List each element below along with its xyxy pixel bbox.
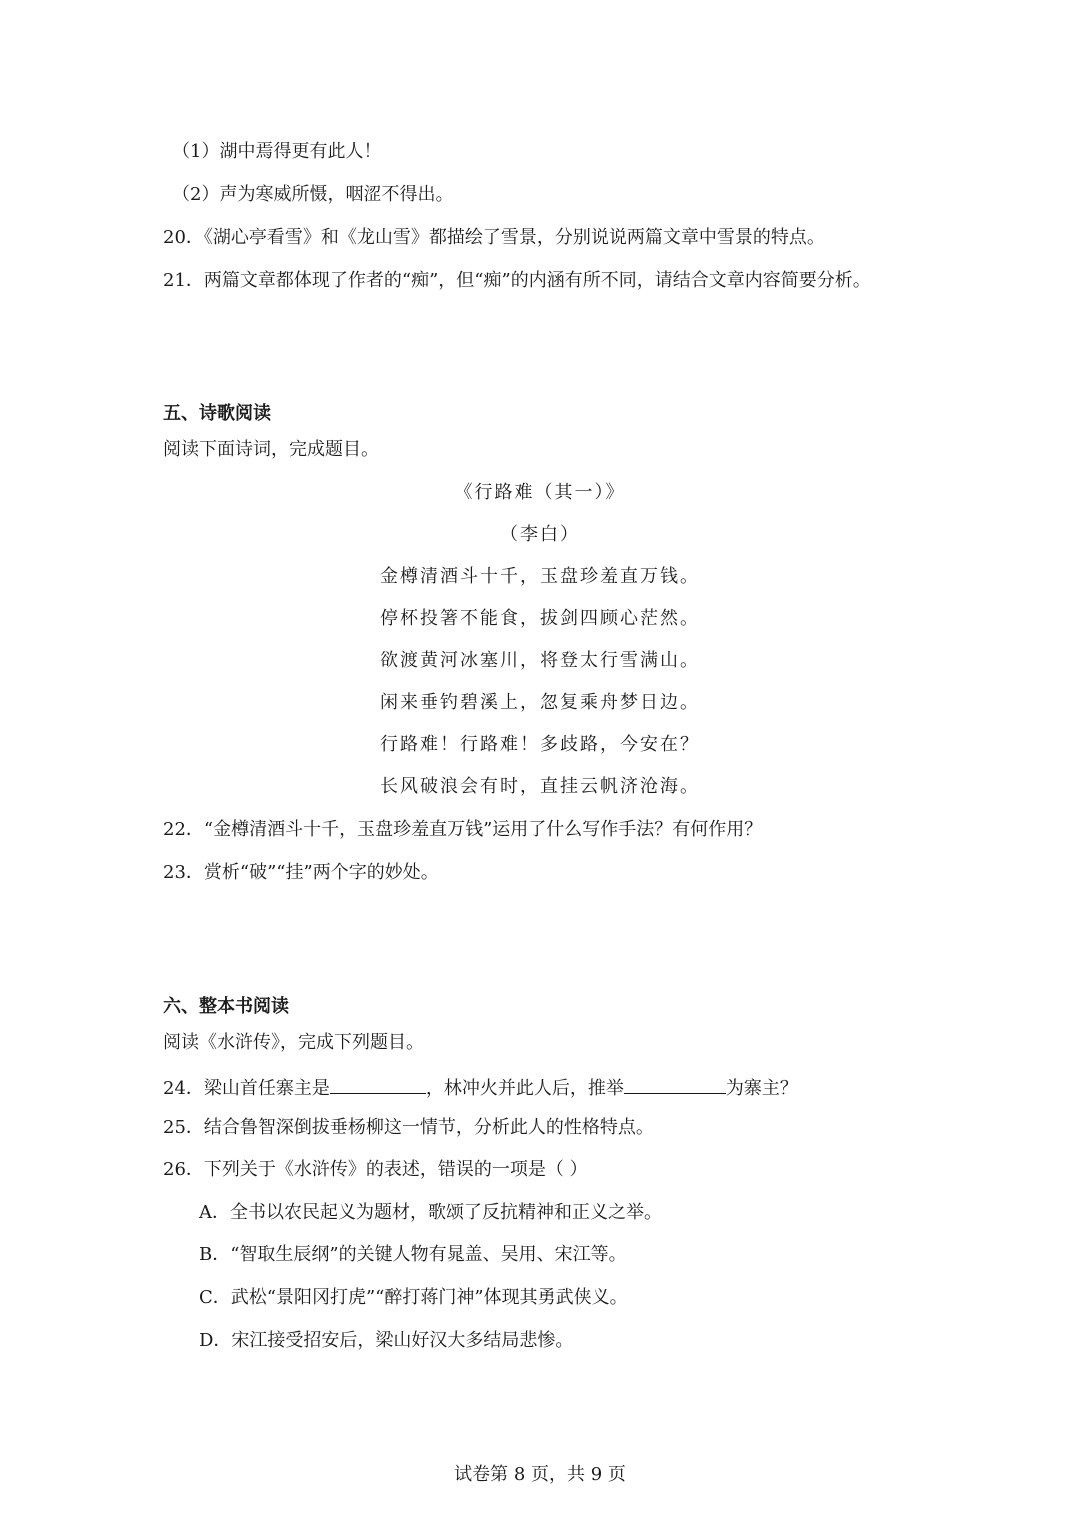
question-25: 25．结合鲁智深倒拔垂杨柳这一情节，分析此人的性格特点。 [163,1117,654,1138]
question-24-text-3: 为寨主？ [725,1078,798,1099]
question-24-text-1: 24．梁山首任寨主是 [163,1078,330,1099]
section-5-heading: 五、诗歌阅读 [163,403,271,424]
poem-line: 欲渡黄河冰塞川，将登太行雪满山。 [380,650,700,671]
option-b: B．“智取生辰纲”的关键人物有晁盖、吴用、宋江等。 [199,1244,627,1265]
answer-blank-2[interactable] [624,1073,726,1094]
poem-line: 长风破浪会有时，直挂云帆济沧海。 [380,776,700,797]
option-a: A．全书以农民起义为题材，歌颂了反抗精神和正义之举。 [199,1202,662,1223]
poem-line: 行路难！行路难！多歧路，今安在？ [380,734,700,755]
translation-item-2: （2）声为寒威所慑，咽涩不得出。 [172,184,454,205]
poem-line: 金樽清酒斗十千，玉盘珍羞直万钱。 [380,566,700,587]
question-21: 21．两篇文章都体现了作者的“痴”，但“痴”的内涵有所不同，请结合文章内容简要分析。 [163,270,871,291]
section-5-intro: 阅读下面诗词，完成题目。 [163,439,379,460]
poem-title: 《行路难（其一）》 [454,482,626,503]
poem-line: 停杯投箸不能食，拔剑四顾心茫然。 [380,608,700,629]
translation-item-1: （1）湖中焉得更有此人！ [172,141,382,162]
option-c: C．武松“景阳冈打虎”“醉打蒋门神”体现其勇武侠义。 [199,1287,628,1308]
question-26: 26．下列关于《水浒传》的表述，错误的一项是（ ） [163,1159,588,1180]
question-24-text-2: ，林冲火并此人后，推举 [425,1078,624,1099]
section-6-intro: 阅读《水浒传》，完成下列题目。 [163,1032,424,1053]
question-24 [163,1073,798,1102]
poem-line: 闲来垂钓碧溪上，忽复乘舟梦日边。 [380,692,700,713]
option-d: D．宋江接受招安后，梁山好汉大多结局悲惨。 [199,1330,574,1351]
section-6-heading: 六、整本书阅读 [163,996,289,1017]
answer-blank-1[interactable] [330,1073,426,1094]
question-23: 23．赏析“破”“挂”两个字的妙处。 [163,862,439,883]
question-22: 22．“金樽清酒斗十千，玉盘珍羞直万钱”运用了什么写作手法？有何作用？ [163,819,763,840]
poem-author: （李白） [500,524,580,545]
page-footer: 试卷第 8 页，共 9 页 [454,1464,626,1485]
question-20: 20．《湖心亭看雪》和《龙山雪》都描绘了雪景，分别说说两篇文章中雪景的特点。 [163,227,825,248]
